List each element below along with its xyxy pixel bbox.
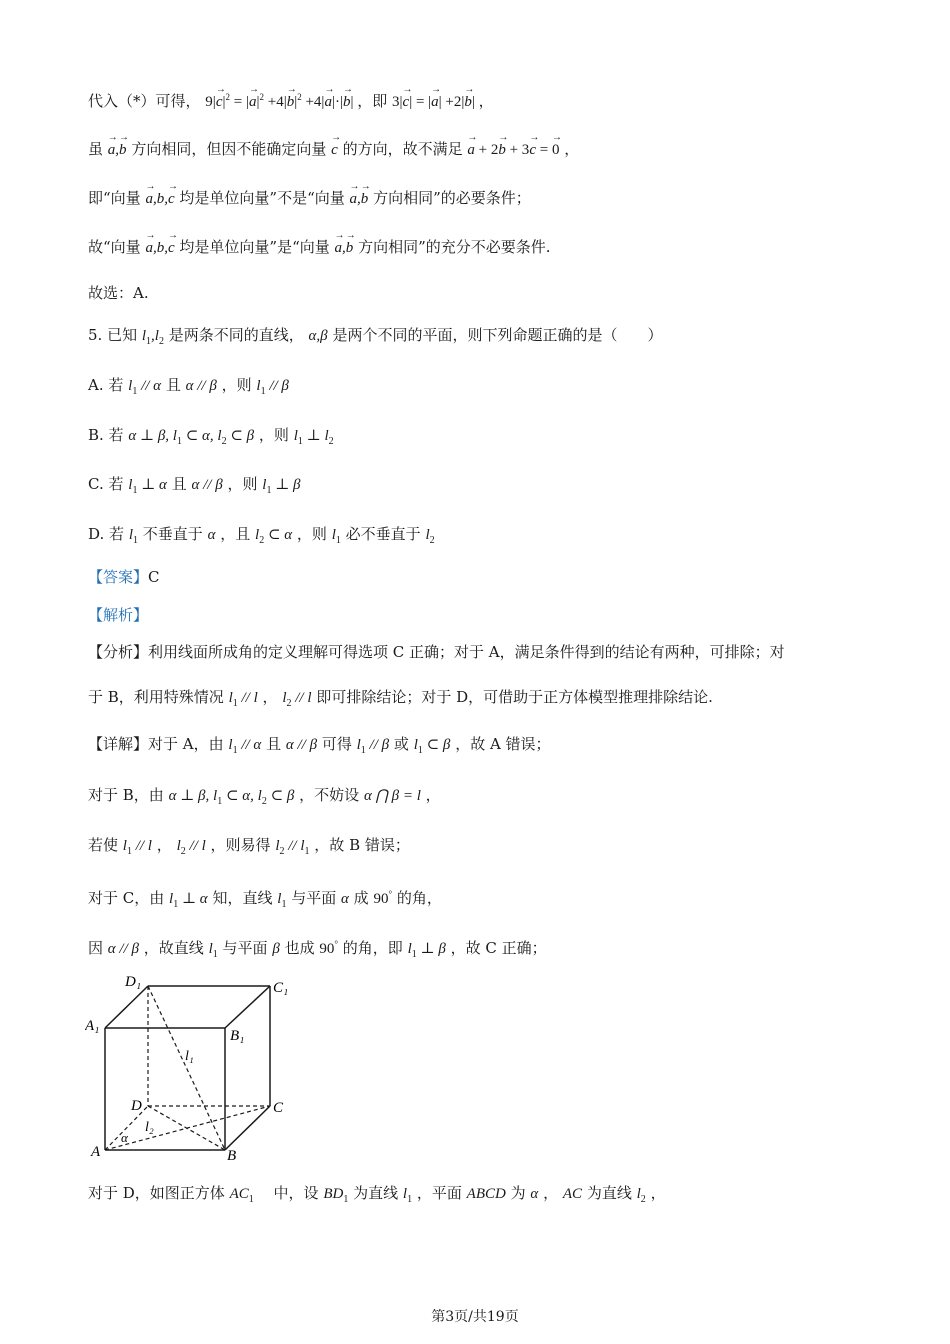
vectors-ab: → a,→ b — [108, 142, 127, 158]
math-alpha-beta: α,β — [308, 328, 328, 344]
text-segment: 对于 D，如图正方体 — [88, 1184, 225, 1202]
edge-a1-d1 — [105, 986, 148, 1028]
label-b1: B₁ — [230, 1028, 245, 1044]
equation-magnitude-2: 3|→ c| = |→ a| +2|→ b| — [392, 94, 479, 110]
label-l2: l₂ — [145, 1120, 154, 1135]
text-segment: 即“向量 — [88, 189, 141, 207]
vectors-ab: → a,→ b — [335, 240, 354, 256]
math: $l_1$ // α — [228, 737, 262, 756]
text-segment: ，故 C 正确； — [450, 939, 547, 957]
vectors-abc: → a,b,→ c — [145, 191, 174, 207]
text-segment: 不垂直于 — [142, 525, 203, 543]
text-segment: B. 若 — [88, 426, 124, 444]
text-segment: ， — [650, 1184, 666, 1202]
math: $l_1$ — [128, 527, 138, 546]
detail-c — [88, 883, 442, 916]
text-segment: ，则 — [221, 376, 252, 394]
label-a1: A₁ — [85, 1018, 100, 1034]
math: $l_1$ — [277, 891, 287, 910]
text-segment: 虽 — [88, 140, 104, 158]
analysis-line-1: 【分析】利用线面所成角的定义理解可得选项 C 正确；对于 A，满足条件得到的结论有两种，可排除；对 — [88, 643, 785, 661]
math: $l_2$ // l — [176, 838, 206, 857]
text-segment: ，则 — [258, 426, 289, 444]
math: α ⊥ β, $l_1$ ⊂ α, $l_2$ ⊂ β — [168, 788, 295, 807]
math: $l_1$ ⊥ α — [169, 891, 208, 910]
text-segment: ，则易得 — [210, 836, 271, 854]
math: α // β — [107, 941, 139, 957]
text-segment: A. 若 — [88, 376, 124, 394]
math: $AC_1$ — [229, 1186, 254, 1205]
text-segment: 若使 — [88, 836, 119, 854]
text-segment: D. 若 — [88, 525, 125, 543]
math: α // β — [185, 378, 217, 394]
answer-value: C — [148, 568, 160, 586]
text-segment: ， — [564, 140, 580, 158]
answer-line — [88, 566, 160, 588]
math: $l_1$ // l — [228, 690, 258, 709]
math: α — [341, 891, 349, 907]
text-segment: ，即 — [357, 92, 388, 110]
text-segment: ，不妨设 — [299, 786, 360, 804]
text-segment: 知，直线 — [212, 889, 273, 907]
math: $l_1$ // l — [122, 838, 152, 857]
text-segment: 代入（*）可得， — [88, 92, 201, 110]
text-segment: ， — [543, 1184, 559, 1202]
math: α // β — [191, 477, 223, 493]
text-segment: ，则 — [296, 525, 327, 543]
detail-b2 — [88, 834, 410, 863]
math: $l_2$ — [636, 1186, 646, 1205]
math: $l_1$ ⊥ $l_2$ — [293, 428, 334, 447]
math: $l_1$ — [208, 941, 218, 960]
math: AC — [562, 1186, 583, 1202]
text-line-5: 故选：A. — [88, 284, 149, 302]
math: $l_1$ // β — [356, 737, 390, 756]
text-segment: 故“向量 — [88, 238, 141, 256]
text-segment: 为直线 — [586, 1184, 632, 1202]
vectors-ab: → a,→ b — [350, 191, 369, 207]
math: 90° — [373, 889, 393, 907]
text-segment: 对于 C，由 — [88, 889, 165, 907]
analysis-line-2 — [88, 686, 713, 715]
vectors-abc: → a,b,→ c — [145, 240, 174, 256]
text-segment: 为直线 — [353, 1184, 399, 1202]
edge-b1-c1 — [225, 986, 270, 1028]
text-segment: 或 — [393, 735, 409, 753]
label-alpha: α — [121, 1130, 128, 1145]
label-d1: D₁ — [125, 974, 142, 990]
text-segment: 是两个不同的平面，则下列命题正确的是（ ） — [332, 326, 663, 344]
math: α ⊥ β, $l_1$ ⊂ α, $l_2$ ⊂ β — [128, 428, 255, 447]
text-segment: ， — [478, 92, 494, 110]
text-segment: ，则 — [227, 475, 258, 493]
text-segment: 成 — [353, 889, 369, 907]
math: $l_1$ — [402, 1186, 413, 1205]
answer-label: 【答案】 — [88, 568, 149, 586]
option-c — [88, 473, 301, 502]
text-segment: 5. 已知 — [88, 326, 138, 344]
text-segment: 【详解】对于 A，由 — [88, 735, 224, 753]
text-segment: 可得 — [321, 735, 352, 753]
label-d: D — [131, 1098, 142, 1114]
text-segment: 且 — [171, 475, 187, 493]
text-segment: 的角，即 — [342, 939, 403, 957]
math: ABCD — [466, 1186, 506, 1202]
text-segment: 且 — [266, 735, 282, 753]
math: $l_1$ ⊥ β — [407, 941, 446, 960]
math-l1-l2: $l_1,l_2$ — [141, 328, 164, 347]
text-segment: 与平面 — [291, 889, 337, 907]
cube-figure — [85, 968, 295, 1168]
text-segment: 的角， — [396, 889, 442, 907]
label-c: C — [273, 1100, 284, 1116]
text-segment: 于 B，利用特殊情况 — [88, 688, 224, 706]
math: $l_2$ ⊂ α — [255, 527, 293, 546]
label-a: A — [91, 1144, 101, 1160]
text-segment: ，且 — [220, 525, 251, 543]
vector-c: → c — [331, 142, 338, 158]
option-b — [88, 424, 334, 453]
text-segment: 即可排除结论；对于 D，可借助于正方体模型推理排除结论. — [316, 688, 713, 706]
math: $l_2$ // l — [282, 690, 312, 709]
text-segment: ，故 B 错误； — [314, 836, 410, 854]
text-segment: 必不垂直于 — [345, 525, 421, 543]
line-bd1 — [148, 986, 225, 1150]
math: α // β — [285, 737, 318, 753]
text-segment: 为 — [510, 1184, 526, 1202]
math: α ⋂ β = l — [363, 788, 421, 804]
math: α — [207, 527, 216, 543]
text-segment: 中，设 — [258, 1184, 319, 1202]
text-segment: 均是单位向量”是“向量 — [179, 238, 330, 256]
text-line-4 — [88, 236, 551, 259]
label-b: B — [227, 1148, 237, 1164]
text-segment: ，故直线 — [143, 939, 204, 957]
text-segment: ，平面 — [416, 1184, 462, 1202]
math: $l_2$ — [425, 527, 435, 546]
math: $l_1$ ⊥ β — [262, 477, 301, 496]
math: $l_1$ // α — [128, 378, 162, 397]
text-segment: 因 — [88, 939, 104, 957]
label-l1: l₁ — [185, 1049, 194, 1064]
label-c1: C₁ — [273, 980, 289, 996]
math: $l_1$ // β — [256, 378, 289, 397]
math: α — [530, 1186, 539, 1202]
option-a — [88, 374, 289, 403]
text-segment: 的方向，故不满足 — [342, 140, 463, 158]
option-d — [88, 523, 435, 552]
text-segment: ，故 A 错误； — [455, 735, 551, 753]
text-segment: 方向相同”的充分不必要条件. — [358, 238, 551, 256]
math: $l_2 // l_1$ — [275, 838, 310, 857]
line-db — [148, 1106, 225, 1150]
equation-sum-zero: → a + 2→ b + 3→ c = → 0 — [467, 142, 559, 158]
text-segment: 与平面 — [222, 939, 268, 957]
math: β — [272, 941, 280, 957]
text-line-2 — [88, 138, 579, 161]
text-segment: 对于 B，由 — [88, 786, 164, 804]
question-5 — [88, 324, 662, 353]
detail-a — [88, 733, 551, 762]
math: 90° — [319, 939, 338, 957]
detail-b — [88, 784, 441, 813]
text-line-3 — [88, 187, 531, 210]
text-line-1 — [88, 86, 494, 113]
text-segment: ， — [425, 786, 441, 804]
math: $l_1$ ⊥ α — [128, 477, 167, 496]
text-segment: 方向相同”的必要条件； — [373, 189, 531, 207]
page-footer: 第3页/共19页 — [431, 1309, 519, 1325]
text-segment: 也成 — [284, 939, 315, 957]
math: $BD_1$ — [323, 1186, 349, 1205]
analysis-label: 【解析】 — [88, 606, 149, 624]
text-segment: 均是单位向量”不是“向量 — [179, 189, 345, 207]
text-segment: ， — [262, 688, 278, 706]
detail-d — [88, 1182, 666, 1211]
text-segment: C. 若 — [88, 475, 124, 493]
text-segment: 且 — [165, 376, 181, 394]
detail-c2 — [88, 933, 547, 966]
math: $l_1$ — [331, 527, 341, 546]
text-segment: 方向相同，但因不能确定向量 — [131, 140, 327, 158]
math: $l_1$ ⊂ β — [413, 737, 451, 756]
text-segment: ， — [156, 836, 172, 854]
equation-magnitude: $9|\to c|^2$ = |→ $a|^2 +4|\to b|^2 +4|\to a|\cdot|\to b|$ — [205, 94, 357, 110]
text-segment: 是两条不同的直线， — [168, 326, 304, 344]
